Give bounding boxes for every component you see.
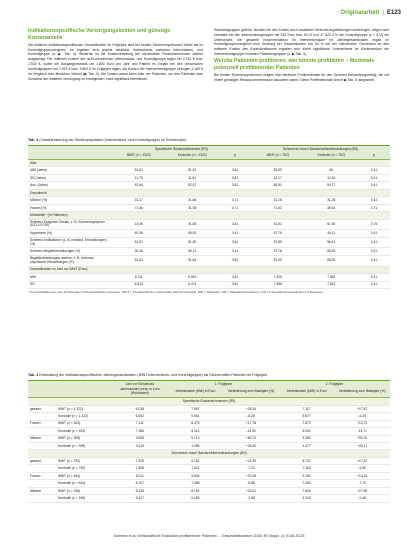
table-cell: 56: [304, 167, 358, 174]
table-cell: 11,75: [112, 174, 165, 181]
table-cell: 5.551: [168, 413, 224, 420]
group-header: 1. Folgejahr: [168, 381, 279, 387]
table-cell: 45,36: [112, 230, 165, 237]
table-row: [28, 413, 390, 420]
table-cell: +27,55: [334, 487, 390, 494]
group-label: Frauen: [28, 472, 56, 479]
table-cell: 35,61: [304, 204, 358, 211]
table-cell: +23,39: [223, 457, 279, 464]
column-header: IMNT (n = 792): [251, 153, 304, 160]
table-cell: 7.483: [279, 480, 335, 487]
table-cell: +17,78: [223, 420, 279, 427]
table-cell: -8,28: [223, 413, 279, 420]
table-cell: 7.556: [304, 274, 358, 281]
section-heading-costs: Indikationsspezifische Versorgungskosten und günstige Kostenanteile: [28, 28, 171, 41]
table-cell: 61,51: [112, 237, 165, 248]
table-cell: 7.118: [279, 465, 335, 472]
column-header: Veränderung zum Basisjahr (%): [334, 388, 390, 398]
table-cell: 51,61: [112, 255, 165, 266]
table-cell: -14,93: [223, 428, 279, 435]
table-cell: 47,76: [251, 230, 304, 237]
group-label: [28, 480, 56, 487]
table-row: [28, 442, 390, 449]
table-cell: 56,11: [165, 248, 218, 255]
table-cell: -2,58: [223, 495, 279, 502]
table-cell: 9.162: [168, 457, 224, 464]
row-label: Anz. (Jahre): [28, 182, 112, 189]
table-cell: 6.347: [112, 495, 168, 502]
table-cell: 4.255: [168, 442, 224, 449]
page-number: E123: [386, 9, 401, 16]
table-cell: 6.318: [279, 495, 335, 502]
table-cell: 51,39: [251, 255, 304, 266]
sample-label: IMNT (n = 544): [56, 472, 112, 479]
row-label: Schmerz-Indikationen (z. B. metabol. Erkrankungen) (%): [28, 237, 112, 248]
table-cell: 71,62: [251, 204, 304, 211]
table-row: [28, 457, 390, 464]
table-cell: 56,61: [304, 237, 358, 248]
table-row: [28, 420, 390, 427]
table-cell: 3.555: [112, 435, 168, 442]
table-cell: 0,75: [358, 219, 390, 230]
table-cell: 0,41: [219, 230, 251, 237]
table-row: [28, 182, 390, 189]
row-label: Hypertonie (%): [28, 230, 112, 237]
sample-label: IMNT (n = 792): [56, 457, 112, 464]
table-cell: 6.051: [165, 274, 218, 281]
table-cell: 7.830: [279, 487, 335, 494]
group-header: Spezifische Rückenschmerzen (RS): [112, 146, 251, 152]
table-cell: 52,64: [112, 182, 165, 189]
table-cell: 4.377: [279, 442, 335, 449]
table-cell: +32,01: [223, 487, 279, 494]
table-row: [28, 248, 390, 255]
table-cell: 7.873: [279, 420, 335, 427]
table-cell: 5.365: [279, 435, 335, 442]
table-cell: -7,70: [334, 480, 390, 487]
sample-label: Kontrolle (n = 792): [56, 465, 112, 472]
table-cell: 7.389: [168, 480, 224, 487]
group-label: [28, 442, 56, 449]
table-cell: 57,85: [251, 237, 304, 248]
table-3-grid: [28, 146, 390, 289]
column-header: p: [219, 153, 251, 160]
table-cell: 51,61: [112, 167, 165, 174]
section-label: Morbidität * (% Patienten): [28, 212, 390, 219]
group-header: Jahr vor Einschluss: [112, 381, 168, 387]
table-cell: 6.038: [112, 405, 168, 412]
running-head: [340, 8, 401, 18]
table-cell: 31,35: [304, 197, 358, 204]
table-cell: 0,41: [358, 174, 390, 181]
page-footer: Schmerz et al. Wirtschaftliche Evaluation profitierender Patienten ... Gesundheitswesen 2018; 80 (Suppl. 2): E116–E125: [113, 533, 305, 538]
sample-label: Kontrolle (n = 399): [56, 442, 112, 449]
table-cell: 0,41: [358, 255, 390, 266]
table-section-row: [28, 160, 390, 167]
table-cell: 7.556: [112, 465, 168, 472]
table-caption: [28, 137, 390, 146]
table-cell: 61,50: [304, 219, 358, 230]
column-header: IMNT (n = 1322): [112, 153, 165, 160]
section-label: Gesamtkosten im Jahr vor IMNT (Euro): [28, 266, 390, 273]
table-cell: 8.737: [279, 457, 335, 464]
sample-label: IMNT (n = 399): [56, 435, 112, 442]
column-header: Jahreskosten (MW) in Euro: [279, 388, 335, 398]
table-row: [28, 274, 390, 281]
table-cell: 51,50: [165, 237, 218, 248]
table-cell: +20,38: [223, 472, 279, 479]
table-row: [28, 465, 390, 472]
table-cell: 8.375: [168, 420, 224, 427]
column-header: p: [358, 153, 390, 160]
table-cell: +10,72: [334, 420, 390, 427]
table-cell: 7.117: [279, 405, 335, 412]
table-footnote: * Komorbiditäten aus den Schätzungen ICD-Klassifikation-Gruppen. IMNT = Interdisziplinäre multimodale Schmerztherapie; MW = Mittelwert; SD = Standardabweichung; ICD = International Classification of Diseases.: [28, 290, 324, 295]
row-label: Schmerz-Begleiterkrankungen (%): [28, 248, 112, 255]
table-cell: +25,34: [223, 405, 279, 412]
table-row: [28, 472, 390, 479]
sample-label: IMNT (n = 1.322): [56, 405, 112, 412]
table-row: [28, 197, 390, 204]
table-cell: 0,41: [358, 230, 390, 237]
table-cell: 5.713: [168, 435, 224, 442]
table-cell: 13,46: [112, 219, 165, 230]
group-label: [28, 495, 56, 502]
group-label: gesamt: [28, 405, 56, 412]
table-section-row: [28, 266, 390, 273]
table-cell: +28,17: [334, 442, 390, 449]
row-label: SD: [28, 281, 112, 288]
table-cell: 0,41: [358, 281, 390, 288]
table-cell: 52,87: [165, 182, 218, 189]
section-heading-profiles: Welche Patienten profitieren, wer könnte profitieren – Merkmale potenziell profitierender Patienten: [214, 57, 375, 71]
sample-label: Kontrolle (n = 248): [56, 495, 112, 502]
table-label: Tab. 3: [28, 138, 39, 142]
table-cell: 3.415: [112, 442, 168, 449]
table-cell: +14,23: [334, 472, 390, 479]
table-cell: 13,17: [251, 174, 304, 181]
table-4-grid: [28, 381, 390, 502]
header-cell: [56, 388, 112, 398]
table-row: [28, 255, 390, 266]
table-label: Tab. 4: [28, 373, 39, 377]
group-label: Männer: [28, 435, 56, 442]
row-label: MW: [28, 274, 112, 281]
table-cell: 11,81: [165, 174, 218, 181]
table-cell: 31,65: [165, 219, 218, 230]
column-header: Kontrolle (n = 792): [304, 153, 358, 160]
table-cell: 7.425: [112, 457, 168, 464]
table-cell: 7.111: [112, 420, 168, 427]
table-cell: 56,45: [304, 248, 358, 255]
table-row: [28, 174, 390, 181]
row-label: Begleiterkrankungen weitere, z. B. Arthrose, psychische Erkrankungen (%): [28, 255, 112, 266]
running-head-separator: |: [382, 9, 384, 16]
table-cell: 0,81: [219, 174, 251, 181]
table-cell: 71,66: [112, 204, 165, 211]
table-cell: 31,17: [112, 197, 165, 204]
sample-label: Kontrolle (n = 1.322): [56, 413, 112, 420]
table-cell: 0,81: [219, 281, 251, 288]
table-row: [28, 204, 390, 211]
table-cell: 0,41: [358, 197, 390, 204]
section-label: Alter: [28, 160, 390, 167]
table-cell: 0,41: [358, 167, 390, 174]
table-cell: 51,51: [165, 167, 218, 174]
table-cell: +17,87: [334, 405, 390, 412]
table-cell: 0,71: [358, 204, 390, 211]
table-cell: -6,20: [334, 413, 390, 420]
table-cell: +60,70: [223, 435, 279, 442]
table-cell: 0,81: [219, 219, 251, 230]
group-header: Schmerzen durch Bandscheibenerkrankungen (BS): [251, 146, 390, 152]
group-header: 2. Folgejahr: [279, 381, 390, 387]
table-section-row: [28, 212, 390, 219]
table-cell: 6.052: [112, 413, 168, 420]
group-label: [28, 465, 56, 472]
column-header: Kontrolle (n = 1322): [165, 153, 218, 160]
table-cell: +24,60: [223, 442, 279, 449]
table-cell: 7.012: [168, 465, 224, 472]
table-cell: 9.151: [279, 472, 335, 479]
table-cell: +50,91: [334, 435, 390, 442]
paragraph: Standardgruppen geführt. Wurden bei den Kosten auch zusätzlich Versicherungsleistungen einbezogen, zeigen sich ebenfalls bei den Interventionsgruppen mit 325 Euro bzw. 63 % und 47 822 € in der Kontrollgruppe (n = 672) ein Unterschied; die gesamte Kostenreduktion im Interventionsjahr im Jahresgesamtkosten ergab im Kontrollgruppenvergleich eine Senkung der Gesamtkosten von 84 % bei der Intervention. Gemessen an den mittleren Kosten des Kontrollzeitraums ergaben sich somit signifikante Unterschiede im Kostenverlauf der Interventionsgruppe in beiden Patientengruppen (s. ▶ Tab. 4).: [214, 28, 389, 57]
table-cell: 7.621: [304, 281, 358, 288]
table-cell: 7.425: [251, 274, 304, 281]
table-cell: 65,53: [165, 230, 218, 237]
group-label: Frauen: [28, 420, 56, 427]
table-cell: 0,41: [358, 274, 390, 281]
table-cell: -5,80: [334, 465, 390, 472]
table-cell: -7,20: [223, 465, 279, 472]
table-cell: 0,81: [219, 167, 251, 174]
table-cell: 7.386: [251, 281, 304, 288]
group-label: gesamt: [28, 457, 56, 464]
table-cell: 9.644: [168, 472, 224, 479]
paragraph: Bei beiden Schmerzsyndromen zeigten sich deutliche Profilmerkmale für den Schmerz-Behandlungserfolg, die mit einem günstigen Ressourcenverbrauch assoziiert waren. Diese Profilmerkmale sind in ▶ Tab. 5 dargestellt.: [214, 72, 389, 82]
right-column: [214, 28, 389, 134]
column-header: Jahreskosten (MW) in Euro: [168, 388, 224, 398]
table-row: [28, 219, 390, 230]
paragraph: Die mittleren indikationsspezifischen Gesamtkosten im Folgejahr sind bei beiden Schmerzsyndromen höher als im Kontrollgruppenvergleich, es ergeben sich jeweils deutliche Unterschiede zwischen Interventions- und Kontrollgruppe (s. ▶ Tab. 4). Weiterhin ist die Kostenverteilung bei chronischen Rückenschmerzen stärker ausgeprägt. Die mittleren Kosten der nicht-chronischen Interventions- und Kontrollgruppe lagen bei 2.151 € bzw. 2.533 €, wobei die Ausgangsniveaus um 1.800 Euro pro Jahr und Patient im Vorjahr bei den chronischen Kontrollgruppen um 2.523 € bzw. 3.800 € im Folgejahr lagen; die Kosten der Interventionsgruppe betrugen 2.160 € im Vergleich zum ähnlichen Verlauf (▶ Tab. 4). Die Kosten waren beim Alter der Patienten, um den Patienten eine Zunahme der mittleren Versorgung zu ermöglichen, nicht signifikant beeinflusst.: [28, 42, 203, 81]
left-column: [28, 28, 203, 134]
table-cell: 12,40: [304, 174, 358, 181]
row-label: Männer (%): [28, 197, 112, 204]
table-3: [28, 137, 390, 365]
table-row: [28, 435, 390, 442]
table-cell: 0,71: [219, 197, 251, 204]
row-label: Frauen (%): [28, 204, 112, 211]
table-cell: 6.513: [112, 281, 165, 288]
table-cell: 31,66: [165, 197, 218, 204]
table-cell: +17,67: [334, 457, 390, 464]
body-text-columns: [28, 28, 390, 134]
table-row: [28, 495, 390, 502]
table-cell: 6.113: [168, 428, 224, 435]
header-cell: [28, 153, 112, 160]
section-label: Spezifische Rückenschmerzen (RS): [28, 398, 390, 405]
table-cell: 0,71: [219, 204, 251, 211]
table-cell: 8.011: [112, 472, 168, 479]
sample-label: Kontrolle (n = 923): [56, 428, 112, 435]
table-cell: 0,81: [219, 182, 251, 189]
table-cell: 6.474: [165, 281, 218, 288]
table-cell: 55,59: [304, 255, 358, 266]
row-label: Schmerz-Diagnose-Zusatz, z. B. Schmerzsymptom (ICD-10 F45): [28, 219, 112, 230]
table-row: [28, 230, 390, 237]
table-cell: 53,59: [251, 167, 304, 174]
row-label: SD (Jahre): [28, 174, 112, 181]
table-section-row: [28, 450, 390, 457]
table-row: [28, 237, 390, 248]
column-header: Veränderung zum Basisjahr (%): [223, 388, 279, 398]
section-label: Geschlecht: [28, 189, 390, 196]
table-cell: 6.201: [279, 428, 335, 435]
table-caption-text: Entwicklung der indikationsspezifischen Jahresgesamtkosten (IMNT-Interventions- und Kontrollgruppe) als Schmerzfälle-Patienten im Folgejahr.: [39, 373, 269, 377]
table-row: [28, 487, 390, 494]
table-cell: -8,86: [223, 480, 279, 487]
table-cell: 0,81: [219, 274, 251, 281]
group-label: [28, 413, 56, 420]
table-cell: 6.139: [112, 487, 168, 494]
section-label: Schmerzen durch Bandscheibenerkrankungen (BS): [28, 450, 390, 457]
table-cell: 0,41: [219, 248, 251, 255]
table-cell: 6.183: [168, 495, 224, 502]
table-row: [28, 281, 390, 288]
header-cell: [28, 388, 56, 398]
table-row: [28, 480, 390, 487]
sample-label: IMNT (n = 248): [56, 487, 112, 494]
row-label: MW (Jahre): [28, 167, 112, 174]
table-cell: 8.104: [168, 487, 224, 494]
table-cell: 61,51: [251, 219, 304, 230]
table-cell: 0,41: [358, 182, 390, 189]
table-cell: 46,11: [304, 230, 358, 237]
table-cell: 51,64: [165, 255, 218, 266]
group-label: Männer: [28, 487, 56, 494]
table-cell: 35,46: [112, 248, 165, 255]
table-cell: 0,81: [219, 237, 251, 248]
table-cell: 0,41: [358, 237, 390, 248]
table-caption-text: Charakterisierung der Studienpopulation (Interventions- und Kontrollgruppe) im Schmerzjahr.: [39, 138, 187, 142]
sample-label: Kontrolle (n = 544): [56, 480, 112, 487]
table-cell: 31,18: [251, 197, 304, 204]
table-section-row: [28, 189, 390, 196]
table-cell: 55,81: [251, 182, 304, 189]
table-cell: 57,76: [251, 248, 304, 255]
table-row: [28, 405, 390, 412]
table-cell: -0,46: [334, 495, 390, 502]
running-head-title: Originalarbeit: [340, 9, 380, 16]
table-cell: 7.186: [112, 428, 168, 435]
table-row: [28, 167, 390, 174]
table-cell: 5.677: [279, 413, 335, 420]
table-cell: 0,81: [219, 255, 251, 266]
table-cell: -13,71: [334, 428, 390, 435]
sample-label: IMNT (n = 923): [56, 420, 112, 427]
table-caption: [28, 372, 390, 381]
column-header: Jahreskosten (MW) in Euro (Rohkosten): [112, 388, 168, 398]
table-section-row: [28, 398, 390, 405]
table-row: [28, 428, 390, 435]
table-cell: 0,41: [358, 248, 390, 255]
table-4: [28, 372, 390, 520]
table-cell: 7.567: [168, 405, 224, 412]
table-cell: 54,77: [304, 182, 358, 189]
table-cell: 31,55: [165, 204, 218, 211]
group-label: [28, 428, 56, 435]
table-cell: 8.107: [112, 480, 168, 487]
table-cell: 6.111: [112, 274, 165, 281]
